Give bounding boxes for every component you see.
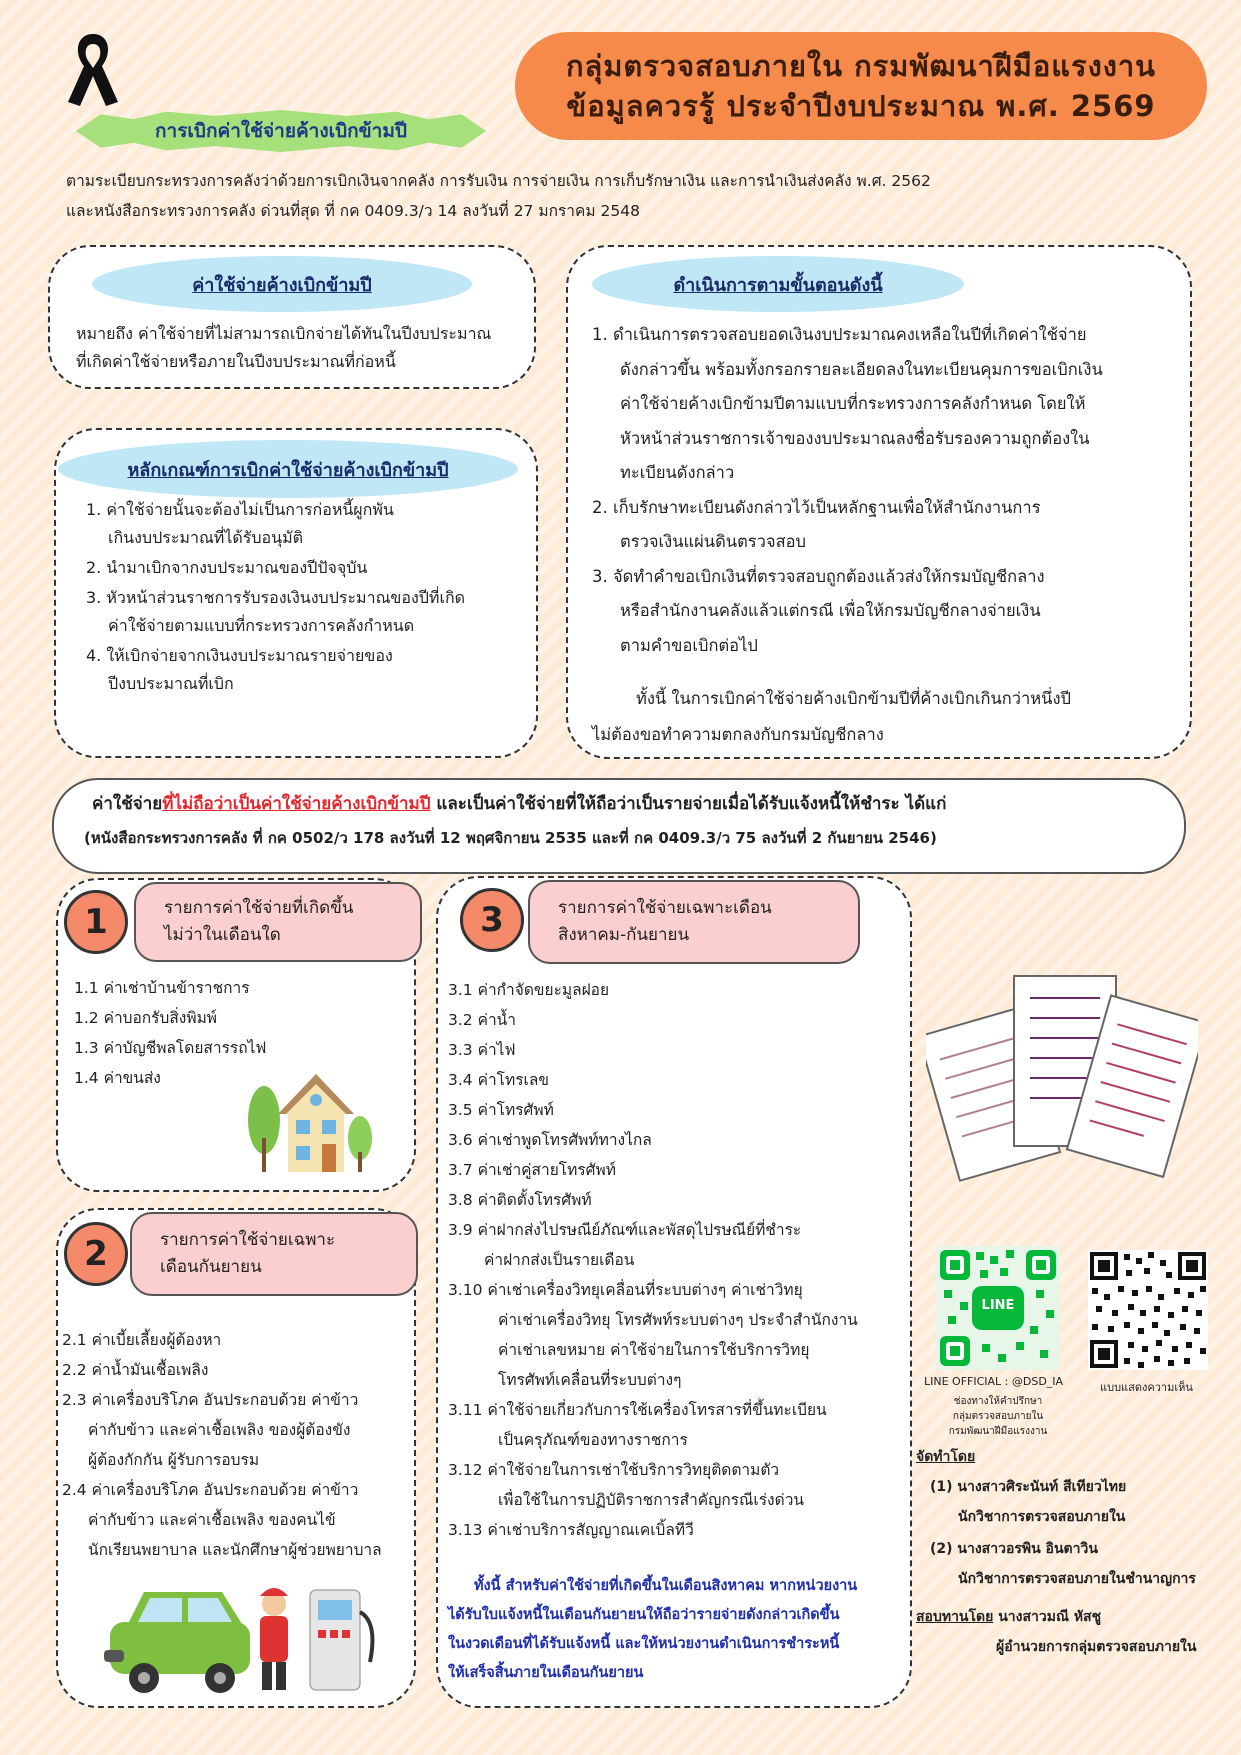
criteria-item: 3. หัวหน้าส่วนราชการรับรองเงินงบประมาณของปีที่เกิด xyxy=(86,588,466,607)
title-line-2: ข้อมูลควรรู้ ประจำปีงบประมาณ พ.ศ. 2569 xyxy=(566,89,1156,123)
group2-list xyxy=(62,1325,382,1565)
list-item-cont: เป็นครุภัณฑ์ของทางราชการ xyxy=(498,1431,688,1449)
list-item-cont: ค่าเช่าเครื่องวิทยุ โทรศัพท์ระบบต่างๆ ประจำสำนักงาน xyxy=(498,1311,858,1329)
notice-line xyxy=(92,790,946,817)
criteria-item: 2. นำมาเบิกจากงบประมาณของปีปัจจุบัน xyxy=(86,558,368,577)
notice-red: ที่ไม่ถือว่าเป็นค่าใช้จ่ายค้างเบิกข้ามปี xyxy=(162,794,431,814)
procedure-line: ทะเบียนดังกล่าว xyxy=(620,463,735,482)
list-item: 3.9 ค่าฝากส่งไปรษณีย์ภัณฑ์และพัสดุไปรษณีย์ที่ชำระ xyxy=(448,1221,802,1239)
group1-title-2: ไม่ว่าในเดือนใด xyxy=(164,925,281,945)
criteria-item-cont: ปีงบประมาณที่เบิก xyxy=(108,674,234,693)
notice-reference: (หนังสือกระทรวงการคลัง ที่ กค 0502/ว 178 ลงวันที่ 12 พฤศจิกายน 2535 และที่ กค 0409.3/ว 75 ลงวันที่ 2 กันยายน 2546) xyxy=(84,829,937,847)
criteria-heading: หลักเกณฑ์การเบิกค่าใช้จ่ายค้างเบิกข้ามปี xyxy=(58,440,518,498)
group2-title-1: รายการค่าใช้จ่ายเฉพาะ xyxy=(160,1230,336,1250)
list-item-cont: ค่าฝากส่งเป็นรายเดือน xyxy=(484,1251,635,1269)
consult-channel-2: กลุ่มตรวจสอบภายใน xyxy=(952,1411,1044,1422)
list-item: 2.3 ค่าเครื่องบริโภค อันประกอบด้วย ค่าข้าว xyxy=(62,1391,359,1409)
list-item: 2.2 ค่าน้ำมันเชื้อเพลิง xyxy=(62,1361,209,1379)
list-item: 1.1 ค่าเช่าบ้านข้าราชการ xyxy=(74,979,250,997)
reviewer-name: นางสาวมณี หัสชู xyxy=(993,1609,1102,1625)
list-item: 3.12 ค่าใช้จ่ายในการเช่าใช้บริการวิทยุติดตามตัว xyxy=(448,1461,780,1479)
list-item: 2.4 ค่าเครื่องบริโภค อันประกอบด้วย ค่าข้าว xyxy=(62,1481,359,1499)
prepared-by-label: จัดทำโดย xyxy=(916,1449,976,1465)
title-line-1: กลุ่มตรวจสอบภายใน กรมพัฒนาฝีมือแรงงาน xyxy=(565,49,1157,83)
group2-title xyxy=(130,1212,418,1296)
group3-list xyxy=(448,975,858,1545)
regulation-line-2: และหนังสือกระทรวงการคลัง ด่วนที่สุด ที่ กค 0409.3/ว 14 ลงวันที่ 27 มกราคม 2548 xyxy=(66,202,640,220)
consult-channel xyxy=(924,1394,1072,1439)
procedure-line: หัวหน้าส่วนราชการเจ้าของงบประมาณลงชื่อรับรองความถูกต้องใน xyxy=(620,428,1090,448)
list-item: 3.3 ค่าไฟ xyxy=(448,1041,516,1059)
reviewed-by-label: สอบทานโดย xyxy=(916,1609,994,1625)
criteria-item: 1. ค่าใช้จ่ายนั้นจะต้องไม่เป็นการก่อหนี้ผูกพัน xyxy=(86,500,394,519)
group3-note-line: ให้เสร็จสิ้นภายในเดือนกันยายน xyxy=(448,1665,644,1681)
house-icon xyxy=(246,1058,374,1180)
list-item: 3.10 ค่าเช่าเครื่องวิทยุเคลื่อนที่ระบบต่างๆ ค่าเช่าวิทยุ xyxy=(448,1281,803,1299)
group1-title-1: รายการค่าใช้จ่ายที่เกิดขึ้น xyxy=(164,898,354,918)
reviewer-position: ผู้อำนวยการกลุ่มตรวจสอบภายใน xyxy=(996,1639,1197,1655)
group1-title xyxy=(134,882,422,962)
notice-post: และเป็นค่าใช้จ่ายที่ให้ถือว่าเป็นรายจ่ายเมื่อได้รับแจ้งหนี้ให้ชำระ ได้แก่ xyxy=(430,794,947,814)
line-official-label: LINE OFFICIAL : @DSD_IA xyxy=(924,1375,1064,1388)
reviewed-by xyxy=(916,1606,1101,1628)
line-logo-text: LINE xyxy=(981,1298,1015,1313)
list-item: 2.1 ค่าเบี้ยเลี้ยงผู้ต้องหา xyxy=(62,1331,222,1349)
group3-note-line: ได้รับใบแจ้งหนี้ในเดือนกันยายนให้ถือว่ารายจ่ายดังกล่าวเกิดขึ้น xyxy=(448,1607,840,1623)
preparer-1-position: นักวิชาการตรวจสอบภายใน xyxy=(958,1509,1126,1525)
group3-note-line: ทั้งนี้ สำหรับค่าใช้จ่ายที่เกิดขึ้นในเดือนสิงหาคม หากหน่วยงาน xyxy=(474,1578,858,1594)
line-qr-code[interactable] xyxy=(936,1246,1060,1370)
list-item: 3.6 ค่าเช่าพูดโทรศัพท์ทางไกล xyxy=(448,1131,652,1149)
list-item: 3.11 ค่าใช้จ่ายเกี่ยวกับการใช้เครื่องโทรสารที่ขึ้นทะเบียน xyxy=(448,1401,827,1419)
group3-number-badge: 3 xyxy=(460,888,524,952)
preparer-2-name: (2) นางสาวอรพิน อินตาวิน xyxy=(930,1541,1098,1557)
group3-note-line: ในงวดเดือนที่ได้รับแจ้งหนี้ และให้หน่วยงานดำเนินการชำระหนี้ xyxy=(448,1636,840,1652)
mourning-ribbon-icon xyxy=(62,30,124,112)
definition-line-2: ที่เกิดค่าใช้จ่ายหรือภายในปีงบประมาณที่ก่อหนี้ xyxy=(76,352,396,371)
group3-title xyxy=(528,880,860,964)
preparer-2-position: นักวิชาการตรวจสอบภายในชำนาญการ xyxy=(958,1571,1196,1587)
criteria-item-cont: เกินงบประมาณที่ได้รับอนุมัติ xyxy=(108,528,303,547)
regulation-line-1: ตามระเบียบกระทรวงการคลังว่าด้วยการเบิกเงินจากคลัง การรับเงิน การจ่ายเงิน การเก็บรักษาเงิน และการนำเงินส่งคลัง พ.ศ. 2562 xyxy=(66,172,931,190)
group3-title-2: สิงหาคม-กันยายน xyxy=(558,925,690,945)
criteria-item-cont: ค่าใช้จ่ายตามแบบที่กระทรวงการคลังกำหนด xyxy=(108,616,415,635)
list-item-cont: ผู้ต้องกักกัน ผู้รับการอบรม xyxy=(88,1451,260,1469)
survey-label: แบบแสดงความเห็น xyxy=(1100,1381,1193,1394)
procedure-line: หรือสำนักงานคลังแล้วแต่กรณี เพื่อให้กรมบัญชีกลางจ่ายเงิน xyxy=(620,601,1041,620)
procedure-line: ตรวจเงินแผ่นดินตรวจสอบ xyxy=(620,532,807,551)
group2-title-2: เดือนกันยายน xyxy=(160,1257,262,1277)
procedure-steps xyxy=(592,318,1172,663)
procedure-heading: ดำเนินการตามขั้นตอนดังนี้ xyxy=(592,256,964,312)
notice-pre: ค่าใช้จ่าย xyxy=(92,794,163,814)
title-banner xyxy=(515,32,1207,140)
group1-list xyxy=(74,973,266,1093)
list-item-cont: เพื่อใช้ในการปฏิบัติราชการสำคัญกรณีเร่งด่วน xyxy=(498,1491,804,1509)
car-fuel-icon xyxy=(104,1582,384,1698)
list-item: 3.2 ค่าน้ำ xyxy=(448,1011,516,1029)
list-item: 1.2 ค่าบอกรับสิ่งพิมพ์ xyxy=(74,1009,218,1027)
list-item: 3.13 ค่าเช่าบริการสัญญาณเคเบิ้ลทีวี xyxy=(448,1521,694,1539)
definition-line-1: หมายถึง ค่าใช้จ่ายที่ไม่สามารถเบิกจ่ายได้ทันในปีงบประมาณ xyxy=(76,324,492,343)
list-item: 3.5 ค่าโทรศัพท์ xyxy=(448,1101,554,1119)
list-item: 3.4 ค่าโทรเลข xyxy=(448,1071,549,1089)
procedure-note-1: ทั้งนี้ ในการเบิกค่าใช้จ่ายค้างเบิกข้ามปีที่ค้างเบิกเกินกว่าหนึ่งปี xyxy=(636,689,1071,708)
list-item-cont: ค่ากับข้าว และค่าเชื้อเพลิง ของคนไข้ xyxy=(88,1511,336,1529)
list-item-cont: นักเรียนพยาบาล และนักศึกษาผู้ช่วยพยาบาล xyxy=(88,1541,382,1559)
survey-qr-code[interactable] xyxy=(1088,1250,1208,1370)
list-item: 3.8 ค่าติดตั้งโทรศัพท์ xyxy=(448,1191,592,1209)
procedure-line: 1. ดำเนินการตรวจสอบยอดเงินงบประมาณคงเหลือในปีที่เกิดค่าใช้จ่าย xyxy=(592,325,1087,344)
list-item: 1.3 ค่าบัญชีพลโดยสารรถไฟ xyxy=(74,1039,267,1057)
criteria-item: 4. ให้เบิกจ่ายจากเงินงบประมาณรายจ่ายของ xyxy=(86,646,393,665)
procedure-line: ดังกล่าวขึ้น พร้อมทั้งกรอกรายละเอียดลงในทะเบียนคุมการขอเบิกเงิน xyxy=(620,359,1103,379)
procedure-line: 3. จัดทำคำขอเบิกเงินที่ตรวจสอบถูกต้องแล้วส่งให้กรมบัญชีกลาง xyxy=(592,566,1045,586)
criteria-list xyxy=(86,496,526,698)
procedure-line: ค่าใช้จ่ายค้างเบิกข้ามปีตามแบบที่กระทรวงการคลังกำหนด โดยให้ xyxy=(620,394,1086,413)
group1-number-badge: 1 xyxy=(64,890,128,954)
procedure-note-2: ไม่ต้องขอทำความตกลงกับกรมบัญชีกลาง xyxy=(592,725,884,744)
list-item-cont: โทรศัพท์เคลื่อนที่ระบบต่างๆ xyxy=(498,1371,682,1389)
group3-note xyxy=(448,1572,857,1688)
list-item-cont: ค่าเช่าเลขหมาย ค่าใช้จ่ายในการใช้บริการวิทยุ xyxy=(498,1341,810,1359)
consult-channel-3: กรมพัฒนาฝีมือแรงงาน xyxy=(948,1426,1048,1437)
list-item-cont: ค่ากับข้าว และค่าเชื้อเพลิง ของผู้ต้องขัง xyxy=(88,1421,351,1439)
list-item: 1.4 ค่าขนส่ง xyxy=(74,1069,161,1087)
list-item: 3.1 ค่ากำจัดขยะมูลฝอย xyxy=(448,981,610,999)
receipts-icon xyxy=(926,970,1198,1196)
preparer-1-name: (1) นางสาวศิระนันท์ สีเทียวไทย xyxy=(930,1479,1127,1495)
group2-number-badge: 2 xyxy=(64,1222,128,1286)
group3-title-1: รายการค่าใช้จ่ายเฉพาะเดือน xyxy=(558,898,772,918)
definition-heading: ค่าใช้จ่ายค้างเบิกข้ามปี xyxy=(92,256,472,312)
consult-channel-1: ช่องทางให้คำปรึกษา xyxy=(953,1396,1043,1407)
procedure-line: 2. เก็บรักษาทะเบียนดังกล่าวไว้เป็นหลักฐานเพื่อให้สำนักงานการ xyxy=(592,497,1041,517)
list-item: 3.7 ค่าเช่าคู่สายโทรศัพท์ xyxy=(448,1161,616,1179)
procedure-line: ตามคำขอเบิกต่อไป xyxy=(620,635,758,655)
topic-title: การเบิกค่าใช้จ่ายค้างเบิกข้ามปี xyxy=(155,120,407,142)
